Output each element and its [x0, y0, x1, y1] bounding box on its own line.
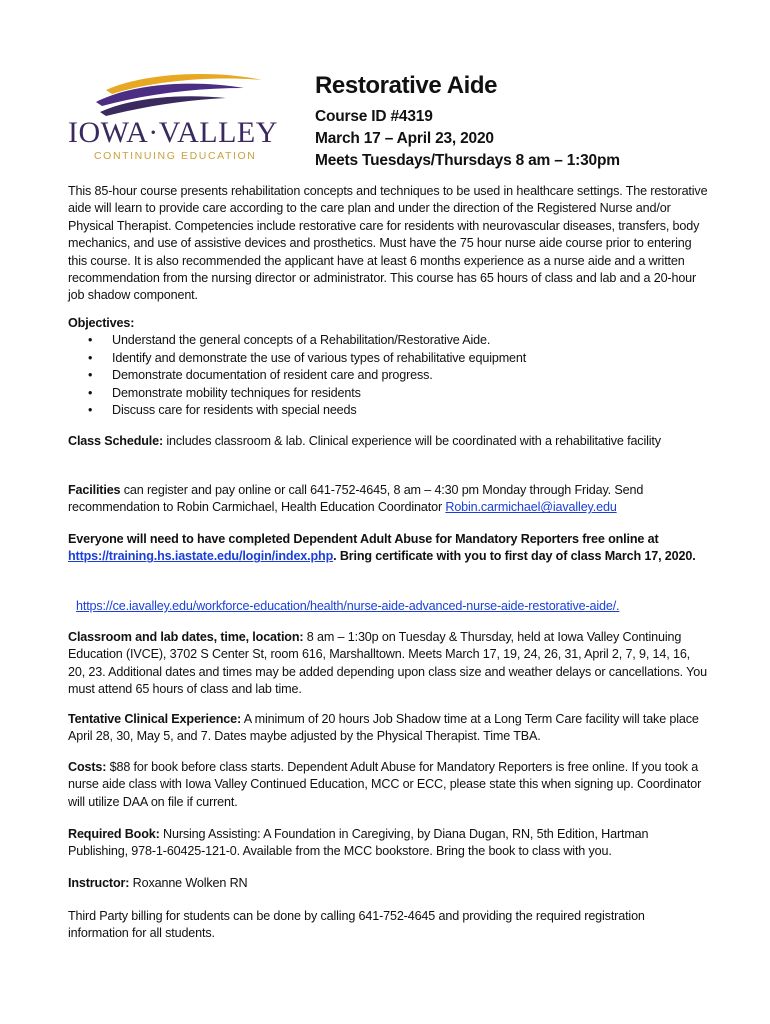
dependent-adult-text-after: . Bring certificate with you to first day of class March 17, 2020. — [333, 549, 696, 564]
book-section — [68, 826, 708, 861]
instructor-section — [68, 875, 708, 892]
clinical-label: Tentative Clinical Experience: — [68, 712, 242, 726]
class-schedule-label: Class Schedule: — [68, 434, 164, 448]
objective-item: • Understand the general concepts of a Rehabilitation/Restorative Aide. — [112, 332, 708, 349]
clinical-section — [68, 711, 708, 746]
logo-swoosh-icon — [66, 72, 276, 122]
course-meets: Meets Tuesdays/Thursdays 8 am – 1:30pm — [315, 152, 620, 169]
course-link-section — [76, 598, 716, 615]
objectives-section — [68, 315, 708, 419]
intro-paragraph — [68, 183, 708, 305]
objective-item: • Demonstrate mobility techniques for residents — [112, 385, 708, 402]
costs-label: Costs: — [68, 760, 107, 774]
course-dates: March 17 – April 23, 2020 — [315, 130, 494, 147]
objectives-label: Objectives: — [68, 316, 135, 330]
page-title: Restorative Aide — [315, 72, 498, 99]
classroom-text: 8 am – 1:30p on Tuesday & Thursday, held at Iowa Valley Continuing Education (IVCE), 3702 S Center St, room 616, Marshalltown. Meets March 17, 19, 24, 26, 31, April 2, 7, 9, 14, 16, 20, 23. Additional dates and times may be added depending upon class size and weather delays or cancellations. You must attend 65 hours of class and lab time. — [68, 630, 707, 697]
course-id: Course ID #4319 — [315, 108, 433, 125]
course-header — [315, 72, 620, 172]
logo-subtitle: CONTINUING EDUCATION — [94, 150, 257, 162]
dependent-adult-text: Everyone will need to have completed Dependent Adult Abuse for Mandatory Reporters free online at — [68, 532, 659, 546]
billing-section — [68, 908, 708, 943]
costs-section — [68, 759, 708, 811]
coordinator-email-link[interactable]: Robin.carmichael@iavalley.edu — [445, 500, 617, 515]
class-schedule-text: includes classroom & lab. Clinical experience will be coordinated with a rehabilitative facility — [163, 434, 661, 448]
iowa-valley-logo — [66, 72, 276, 164]
logo-wordmark: IOWA·VALLEY — [68, 116, 278, 149]
objective-item: • Demonstrate documentation of resident care and progress. — [112, 367, 708, 384]
objective-item: • Discuss care for residents with special needs — [112, 402, 708, 419]
class-schedule-section — [68, 433, 708, 450]
billing-text: Third Party billing for students can be done by calling 641-752-4645 and providing the required registration information for all students. — [68, 909, 645, 941]
objective-item: • Identify and demonstrate the use of various types of rehabilitative equipment — [112, 350, 708, 367]
dependent-adult-section — [68, 531, 708, 566]
book-label: Required Book: — [68, 827, 160, 841]
classroom-label: Classroom and lab dates, time, location: — [68, 630, 304, 644]
instructor-label: Instructor: — [68, 876, 130, 890]
clinical-text: A minimum of 20 hours Job Shadow time at a Long Term Care facility will take place April 28, 30, May 5, and 7. Dates maybe adjusted by the Physical Therapist. Time TBA. — [68, 712, 699, 744]
facilities-label: Facilities — [68, 483, 121, 497]
training-link[interactable]: https://training.hs.iastate.edu/login/index.php — [68, 549, 334, 564]
facilities-section — [68, 482, 708, 517]
intro-text: This 85-hour course presents rehabilitation concepts and techniques to be used in healthcare settings. The restorative aide will learn to provide care according to the care plan and under the direction of the Registered Nurse and/or Physical Therapist. Competencies include restorative care for residents with neurovascular diseases, transfers, body mechanics, and use of assistive devices and prosthetics. Must have the 75 hour nurse aide course prior to entering this course. It is also recommended the applicant have at least 6 months experience as a nurse aide and a written recommendation from the nursing director or administrator. This course has 65 hours of class and lab and a 20-hour job shadow component. — [68, 184, 708, 303]
costs-text: $88 for book before class starts. Dependent Adult Abuse for Mandatory Reporters is free online. If you took a nurse aide class with Iowa Valley Continued Education, MCC or ECC, please state this when signing up. Coordinator will utilize DAA on file if current. — [68, 760, 702, 809]
course-page-link[interactable]: https://ce.iavalley.edu/workforce-education/health/nurse-aide-advanced-nurse-aide-restorative-aide/. — [76, 599, 620, 613]
facilities-text: can register and pay online or call 641-752-4645, 8 am – 4:30 pm Monday through Friday. Send recommendation to Robin Carmichael, Health Education Coordinator — [68, 483, 644, 515]
instructor-text: Roxanne Wolken RN — [129, 876, 248, 890]
classroom-section — [68, 629, 708, 699]
book-text: Nursing Assisting: A Foundation in Caregiving, by Diana Dugan, RN, 5th Edition, Hartman Publishing, 978-1-60425-121-0. Available from the MCC bookstore. Bring the book to class with you. — [68, 827, 649, 859]
objectives-list — [68, 332, 708, 419]
